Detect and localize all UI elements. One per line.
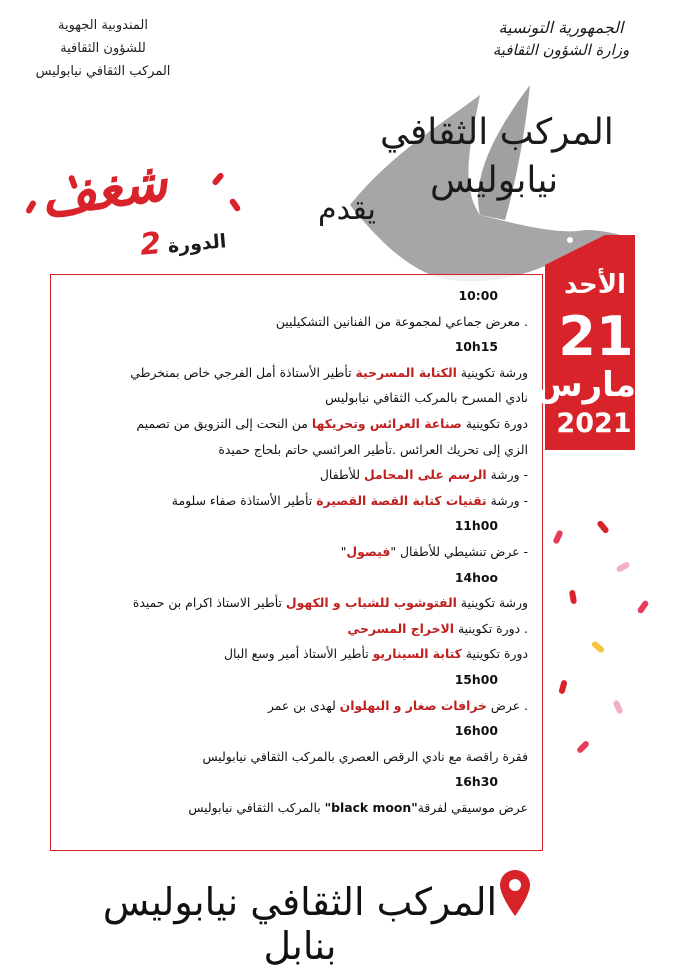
program-time: 11h00 bbox=[454, 518, 498, 534]
program-item-text: . دورة تكوينية bbox=[454, 620, 528, 636]
program-item-highlight: فيصول bbox=[346, 543, 391, 559]
program-item-highlight: الكتابة المسرحية bbox=[355, 364, 457, 380]
program-item-text: . معرض جماعي لمجموعة من الفنانين التشكيليين bbox=[275, 313, 528, 329]
program-item-bold: "black moon" bbox=[324, 799, 418, 815]
program-item-text: دورة تكوينية bbox=[461, 415, 528, 431]
program-item-text: . عرض bbox=[486, 697, 528, 713]
date-number: 21 bbox=[558, 305, 634, 368]
date-day: الأحد bbox=[563, 270, 627, 300]
program-item-text: ورشة تكوينية bbox=[456, 595, 528, 611]
program-time: 10h15 bbox=[454, 339, 498, 355]
location-pin-icon bbox=[500, 870, 530, 916]
program-item bbox=[58, 590, 528, 616]
program-item-highlight: صناعة العرائس وتحريكها bbox=[311, 415, 462, 431]
event-logo-name: شغف bbox=[36, 149, 171, 230]
program-item-text: - عرض تنشيطي للأطفال " bbox=[390, 543, 528, 559]
program-item bbox=[58, 437, 528, 463]
regional-delegation-header bbox=[28, 14, 178, 83]
program-item-text: ورشة تكوينية bbox=[456, 364, 528, 380]
ministry-name: وزارة الشؤون الثقافية bbox=[492, 41, 630, 59]
republic-name: الجمهورية التونسية bbox=[498, 18, 624, 37]
program-item-text: بالمركب الثقافي نيابوليس bbox=[188, 799, 325, 815]
program-time: 14hoo bbox=[454, 569, 498, 585]
date-month: مارس bbox=[535, 365, 636, 405]
program-item bbox=[58, 488, 528, 514]
program-time: 16h00 bbox=[454, 723, 498, 739]
program-item-text: للأطفال bbox=[319, 467, 364, 483]
program-item-highlight: تقنيات كتابة القصة القصيرة bbox=[316, 492, 487, 508]
program-item-text: دورة تكوينية bbox=[461, 646, 528, 662]
program-item-text: تأطير الأستاذة أمل الفرجي خاص بمنخرطي bbox=[130, 364, 356, 380]
program-item bbox=[58, 539, 528, 565]
program-item-highlight: الاخراج المسرحي bbox=[347, 620, 454, 636]
header-left-line-2: للشؤون الثقافية bbox=[60, 41, 146, 56]
event-session bbox=[139, 220, 228, 262]
footer-location: المركب الثقافي نيابوليس بنابل bbox=[102, 880, 498, 968]
program-item-text: تأطير الأستاذة صفاء سلومة bbox=[171, 492, 317, 508]
session-label: الدورة bbox=[166, 230, 228, 258]
program-item-highlight: الفتوشوب للشباب و الكهول bbox=[285, 595, 457, 611]
program-list bbox=[58, 283, 528, 820]
venue-title-line-2: نيابوليس bbox=[430, 160, 559, 201]
program-time: 10:00 bbox=[458, 288, 498, 303]
venue-title-line-1: المركب الثقافي bbox=[380, 112, 614, 153]
program-item bbox=[58, 795, 528, 821]
program-item-text: - ورشة bbox=[486, 492, 528, 508]
program-item-text: تأطير الاستاذ اكرام بن حميدة bbox=[132, 595, 286, 611]
program-item bbox=[58, 309, 528, 335]
program-item bbox=[58, 641, 528, 667]
program-item bbox=[58, 744, 528, 770]
program-item-text: فقرة راقصة مع نادي الرقص العصري بالمركب الثقافي نيابوليس bbox=[202, 748, 528, 764]
presents-label: يقدم bbox=[318, 192, 376, 227]
header-left-line-1: المندوبية الجهوية bbox=[57, 18, 149, 33]
program-item bbox=[58, 693, 528, 719]
program-item bbox=[58, 411, 528, 437]
program-item-text: عرض موسيقي لفرقة bbox=[417, 799, 528, 815]
program-item-text: الزي إلى تحريك العرائس .تأطير العرائسي حاتم بلحاج حميدة bbox=[218, 441, 528, 457]
date-year: 2021 bbox=[556, 408, 632, 439]
program-item-highlight: الرسم على المحامل bbox=[363, 467, 487, 483]
program-item-text: لهدى بن عمر bbox=[267, 697, 340, 713]
program-frame bbox=[50, 274, 543, 851]
program-item-highlight: كتابة السيناريو bbox=[372, 646, 462, 662]
program-item-text: - ورشة bbox=[486, 467, 528, 483]
program-item-text: نادي المسرح بالمركب الثقافي نيابوليس bbox=[325, 390, 528, 406]
session-number: 2 bbox=[138, 225, 163, 263]
program-item-highlight: خرافات صغار و البهلوان bbox=[339, 697, 487, 713]
header-left-line-3: المركب الثقافي نيابوليس bbox=[35, 64, 171, 79]
program-time: 15h00 bbox=[454, 671, 498, 687]
program-item-text: من النحت إلى التزويق من تصميم bbox=[136, 415, 312, 431]
ministry-header bbox=[481, 18, 641, 59]
program-item-text: " bbox=[340, 543, 347, 559]
program-item-text: تأطير الأستاذ أمير وسع البال bbox=[224, 646, 373, 662]
program-item bbox=[58, 360, 528, 386]
program-item bbox=[58, 616, 528, 642]
program-time: 16h30 bbox=[454, 774, 498, 790]
program-item bbox=[58, 462, 528, 488]
program-item bbox=[58, 385, 528, 411]
